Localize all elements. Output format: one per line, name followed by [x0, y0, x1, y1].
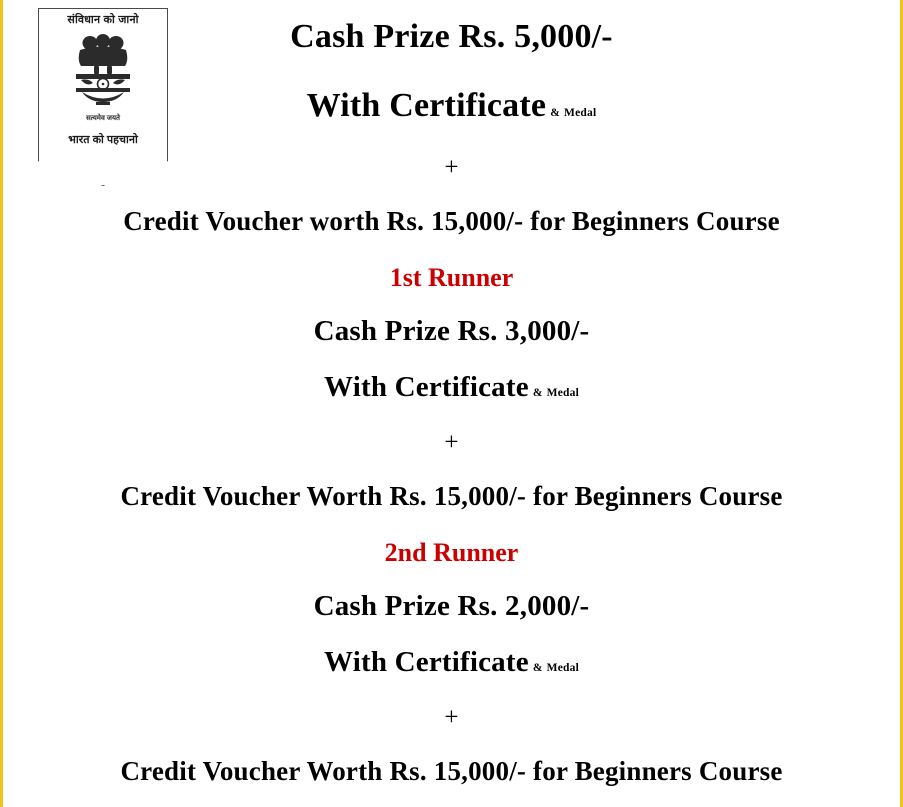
winner-plus-symbol: +	[444, 154, 459, 181]
first-runner-certificate-suffix: Medal	[546, 387, 579, 399]
second-runner-certificate-suffix: Medal	[546, 662, 579, 674]
first-runner-cash-prize: Cash Prize Rs. 3,000/-	[313, 315, 590, 347]
second-runner-certificate-prefix: With Certificate	[324, 646, 529, 678]
winner-certificate-line	[3, 89, 900, 123]
first-runner-heading: 1st Runner	[389, 263, 514, 292]
first-runner-certificate-ampersand: &	[532, 387, 543, 399]
first-runner-plus-symbol: +	[444, 429, 459, 456]
poster-page	[3, 0, 900, 807]
first-runner-voucher: Credit Voucher Worth Rs. 15,000/- for Beginners Course	[120, 481, 783, 511]
second-runner-voucher: Credit Voucher Worth Rs. 15,000/- for Beginners Course	[120, 756, 783, 786]
winner-cash-prize: Cash Prize Rs. 5,000/-	[290, 18, 613, 55]
second-runner-plus-symbol: +	[444, 704, 459, 731]
winner-voucher: Credit Voucher worth Rs. 15,000/- for Beginners Course	[123, 206, 780, 236]
first-runner-certificate-line	[3, 373, 900, 402]
second-runner-cash-prize: Cash Prize Rs. 2,000/-	[313, 590, 590, 622]
winner-certificate-prefix: With Certificate	[306, 87, 547, 124]
emblem-bottom-text: भारत को पहचानो	[68, 134, 138, 146]
second-runner-heading: 2nd Runner	[384, 538, 519, 567]
first-runner-certificate-prefix: With Certificate	[324, 371, 529, 403]
emblem-top-text: संविधान को जानो	[67, 14, 139, 26]
second-runner-certificate-line	[3, 648, 900, 677]
winner-certificate-suffix: Medal	[564, 107, 597, 119]
winner-certificate-ampersand: &	[550, 107, 560, 119]
emblem-motto-text: सत्यमेव जयते	[85, 115, 121, 122]
second-runner-certificate-ampersand: &	[532, 662, 543, 674]
